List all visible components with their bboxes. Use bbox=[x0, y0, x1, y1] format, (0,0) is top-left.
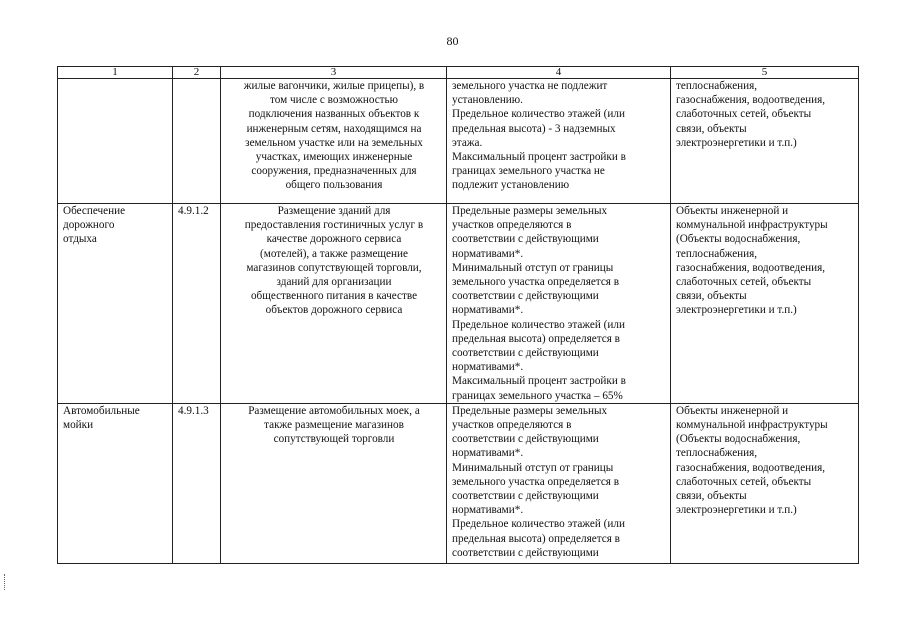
table-row bbox=[58, 403, 859, 563]
use-type-name: Автомобильные мойки bbox=[58, 403, 173, 563]
use-type-code: 4.9.1.3 bbox=[173, 403, 221, 563]
building-parameters: земельного участка не подлежит установлению. Предельное количество этажей (или предельная высота) - 3 надземных этажа. Максимальный процент застройки в границах земельного участка не подлежит установлению bbox=[447, 79, 671, 204]
table-row bbox=[58, 204, 859, 404]
use-type-description: Размещение зданий для предоставления гостиничных услуг в качестве дорожного сервиса (мотелей), а также размещение магазинов сопутствующей торговли, зданий для организации общественного питания в качестве объектов дорожного сервиса bbox=[221, 204, 447, 404]
scan-edge-mark bbox=[4, 574, 7, 590]
auxiliary-facilities: теплоснабжения, газоснабжения, водоотведения, слаботочных сетей, объекты связи, объекты электроэнергетики и т.п.) bbox=[671, 79, 859, 204]
page-number: 80 bbox=[446, 34, 459, 48]
column-header: 1 bbox=[58, 67, 173, 79]
column-header: 5 bbox=[671, 67, 859, 79]
use-type-name: Обеспечение дорожного отдыха bbox=[58, 204, 173, 404]
building-parameters: Предельные размеры земельных участков определяются в соответствии с действующими нормативами*. Минимальный отступ от границы земельного участка определяется в соответствии с действующими нормативами*. Предельное количество этажей (или предельная высота) определяется в соответствии с действующими bbox=[447, 403, 671, 563]
column-header: 4 bbox=[447, 67, 671, 79]
building-parameters: Предельные размеры земельных участков определяются в соответствии с действующими нормативами*. Минимальный отступ от границы земельного участка определяется в соответствии с действующими нормативами*. Предельное количество этажей (или предельная высота) определяется в соответствии с действующими нормативами*. Максимальный процент застройки в границах земельного участка – 65% bbox=[447, 204, 671, 404]
use-type-code: 4.9.1.2 bbox=[173, 204, 221, 404]
auxiliary-facilities: Объекты инженерной и коммунальной инфраструктуры (Объекты водоснабжения, теплоснабжения, газоснабжения, водоотведения, слаботочных сетей, объекты связи, объекты электроэнергетики и т.п.) bbox=[671, 204, 859, 404]
use-type-description: жилые вагончики, жилые прицепы), в том числе с возможностью подключения названных объектов к инженерным сетям, находящимся на земельном участке или на земельных участках, имеющих инженерные сооружения, предназначенных для общего пользования bbox=[221, 79, 447, 204]
use-type-code bbox=[173, 79, 221, 204]
table-header-row bbox=[58, 67, 859, 79]
column-header: 2 bbox=[173, 67, 221, 79]
table-row bbox=[58, 79, 859, 204]
auxiliary-facilities: Объекты инженерной и коммунальной инфраструктуры (Объекты водоснабжения, теплоснабжения, газоснабжения, водоотведения, слаботочных сетей, объекты связи, объекты электроэнергетики и т.п.) bbox=[671, 403, 859, 563]
use-type-name bbox=[58, 79, 173, 204]
use-type-description: Размещение автомобильных моек, а также размещение магазинов сопутствующей торговли bbox=[221, 403, 447, 563]
column-header: 3 bbox=[221, 67, 447, 79]
land-use-table bbox=[57, 66, 859, 564]
